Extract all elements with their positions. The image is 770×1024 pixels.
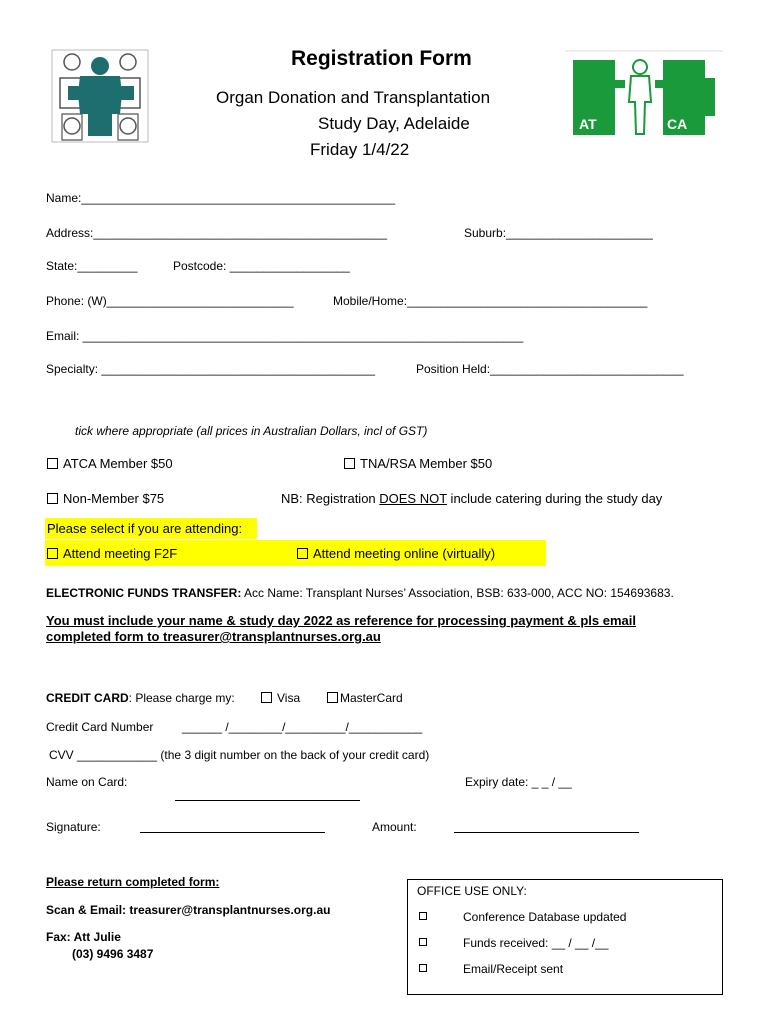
office-item-database-label: Conference Database updated <box>463 910 627 924</box>
phone-work-field[interactable]: Phone: (W)____________________________ <box>46 294 294 308</box>
return-heading: Please return completed form: <box>46 875 220 889</box>
attendance-prompt: Please select if you are attending: <box>47 521 243 536</box>
pricing-note: tick where appropriate (all prices in Australian Dollars, incl of GST) <box>75 424 428 438</box>
name-on-card-label: Name on Card: <box>46 775 128 789</box>
eft-details <box>46 586 674 600</box>
atca-logo-at: AT <box>579 116 597 132</box>
checkbox-icon[interactable] <box>47 548 58 559</box>
name-on-card-line[interactable] <box>175 800 360 801</box>
mastercard-option[interactable] <box>327 691 403 705</box>
eft-account: Acc Name: Transplant Nurses’ Association, BSB: 633-000, ACC NO: 154693683. <box>244 586 674 600</box>
visa-label: Visa <box>277 691 301 705</box>
tna-member-option[interactable] <box>344 456 492 471</box>
attend-f2f-label: Attend meeting F2F <box>63 546 178 561</box>
checkbox-icon[interactable] <box>419 964 427 972</box>
amount-line[interactable] <box>454 832 639 833</box>
catering-note <box>281 491 662 506</box>
checkbox-icon[interactable] <box>297 548 308 559</box>
atca-logo-ca: CA <box>667 116 688 132</box>
non-member-option[interactable] <box>47 491 164 506</box>
atca-logo <box>565 50 723 142</box>
checkbox-icon[interactable] <box>419 938 427 946</box>
atca-member-option[interactable] <box>47 456 173 471</box>
position-field[interactable]: Position Held:_____________________________ <box>416 362 684 376</box>
state-field[interactable]: State:_________ <box>46 259 138 273</box>
visa-option[interactable] <box>261 691 300 705</box>
reference-instruction-2: completed form to treasurer@transplantnurses.org.au <box>46 629 381 644</box>
tna-member-label: TNA/RSA Member $50 <box>360 456 493 471</box>
card-number-field[interactable]: ______ /________/_________/___________ <box>182 720 423 734</box>
office-item-receipt-label: Email/Receipt sent <box>463 962 564 976</box>
page-title: Registration Form <box>291 47 472 70</box>
office-use-heading: OFFICE USE ONLY: <box>417 884 527 898</box>
event-location: Study Day, Adelaide <box>318 114 470 133</box>
name-field[interactable]: Name:_______________________________________________ <box>46 191 396 205</box>
suburb-field[interactable]: Suburb:______________________ <box>464 226 653 240</box>
catering-note-prefix: NB: Registration <box>281 491 380 506</box>
return-fax-label: Fax: Att Julie <box>46 930 121 944</box>
amount-label: Amount: <box>372 820 417 834</box>
office-item-funds-label: Funds received: __ / __ /__ <box>463 936 609 950</box>
return-fax-number: (03) 9496 3487 <box>72 947 154 961</box>
attend-online-label: Attend meeting online (virtually) <box>313 546 496 561</box>
email-field[interactable]: Email: __________________________________________________________________ <box>46 329 524 343</box>
office-item-database <box>419 910 626 924</box>
atca-member-label: ATCA Member $50 <box>63 456 173 471</box>
mobile-field[interactable]: Mobile/Home:____________________________________ <box>333 294 648 308</box>
checkbox-icon[interactable] <box>47 458 58 469</box>
event-date: Friday 1/4/22 <box>310 140 410 159</box>
non-member-label: Non-Member $75 <box>63 491 165 506</box>
credit-card-label-suffix: : Please charge my: <box>128 691 235 705</box>
catering-note-emphasis: DOES NOT <box>379 491 447 506</box>
expiry-field[interactable]: Expiry date: _ _ / __ <box>465 775 572 789</box>
eft-label: ELECTRONIC FUNDS TRANSFER: <box>46 586 242 600</box>
checkbox-icon[interactable] <box>327 692 338 703</box>
checkbox-icon[interactable] <box>419 912 427 920</box>
organ-donation-logo <box>50 48 150 144</box>
checkbox-icon[interactable] <box>47 493 58 504</box>
office-item-funds <box>419 936 608 950</box>
card-number-label: Credit Card Number <box>46 720 154 734</box>
mastercard-label: MasterCard <box>340 691 403 705</box>
event-name: Organ Donation and Transplantation <box>216 88 491 107</box>
catering-note-suffix: include catering during the study day <box>446 491 663 506</box>
checkbox-icon[interactable] <box>261 692 272 703</box>
address-field[interactable]: Address:____________________________________________ <box>46 226 388 240</box>
return-scan-email: Scan & Email: treasurer@transplantnurses.org.au <box>46 903 331 917</box>
credit-card-label: CREDIT CARD <box>46 691 129 705</box>
office-item-receipt <box>419 962 563 976</box>
signature-line[interactable] <box>140 832 325 833</box>
credit-card-row <box>46 691 235 705</box>
reference-instruction-1: You must include your name & study day 2022 as reference for processing payment & pls email <box>46 613 637 628</box>
checkbox-icon[interactable] <box>344 458 355 469</box>
attend-f2f-option[interactable] <box>47 546 177 561</box>
attend-online-option[interactable] <box>297 546 495 561</box>
signature-label: Signature: <box>46 820 101 834</box>
specialty-field[interactable]: Specialty: _________________________________________ <box>46 362 375 376</box>
cvv-field[interactable]: CVV ____________ (the 3 digit number on the back of your credit card) <box>49 748 430 762</box>
postcode-field[interactable]: Postcode: __________________ <box>173 259 350 273</box>
